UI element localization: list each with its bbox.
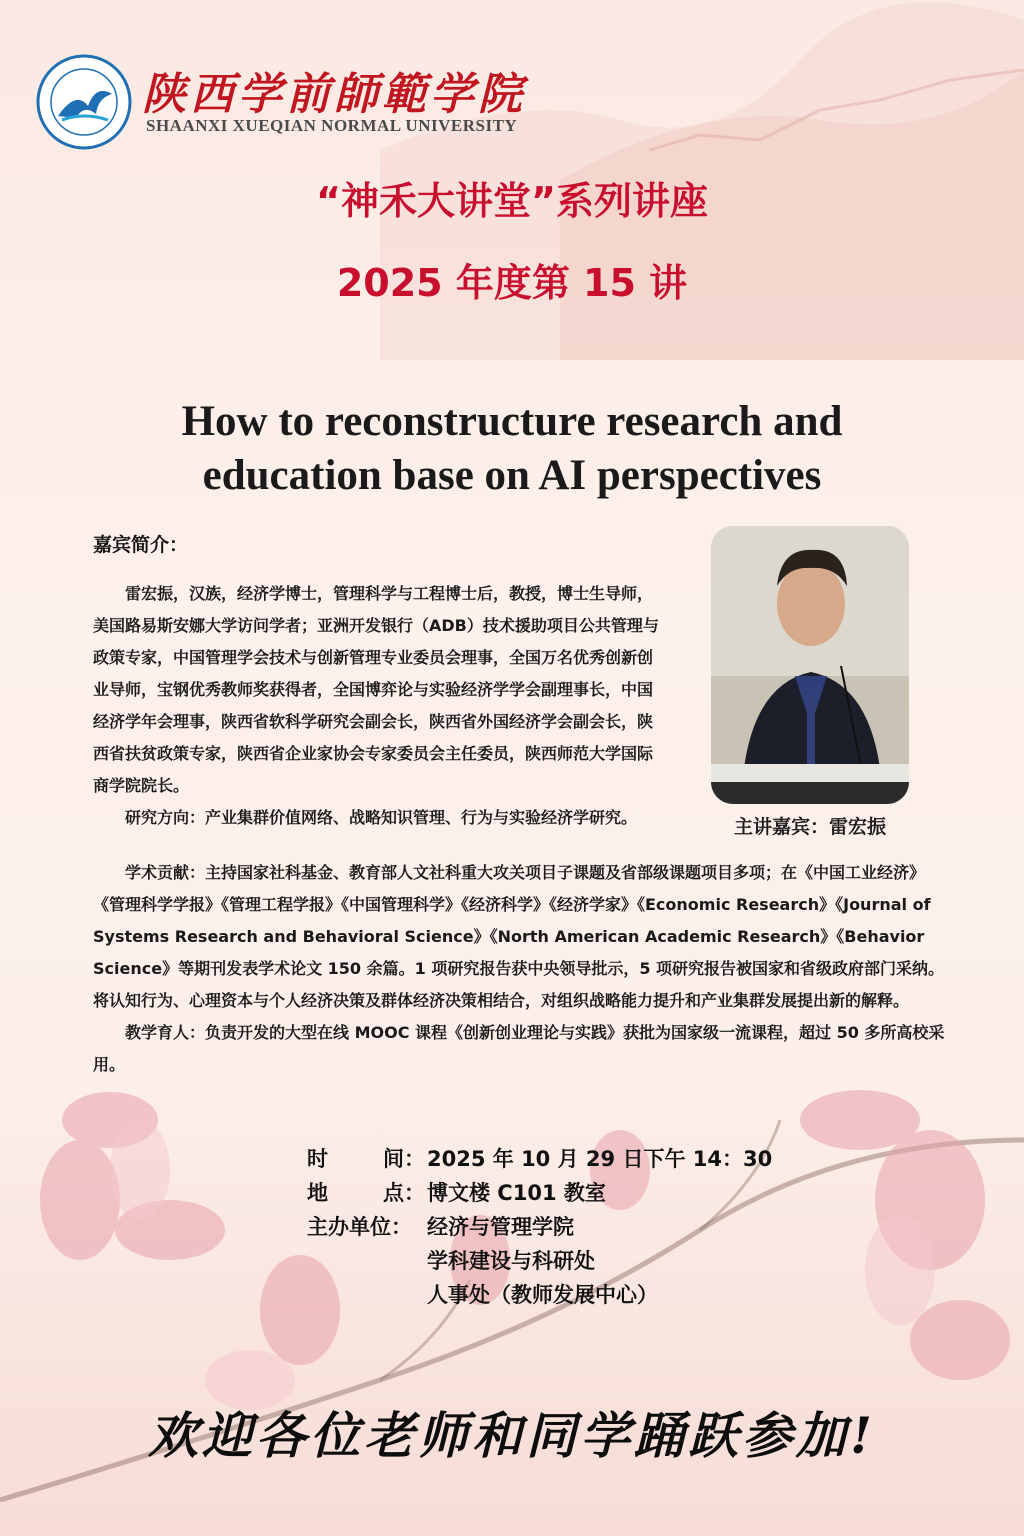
intro-heading: 嘉宾简介： — [93, 534, 189, 556]
event-organizer-label: 主办单位： — [307, 1215, 412, 1239]
event-info — [307, 1142, 772, 1312]
bio-paragraph: 雷宏振，汉族，经济学博士，管理科学与工程博士后，教授，博士生导师，美国路易斯安娜大学访问学者；亚洲开发银行（ADB）技术援助项目公共管理与政策专家，中国管理学会技术与创新管理专业委员会理事，全国万名优秀创新创业导师，宝钢优秀教师奖获得者，全国博弈论与实验经济学学会副理事长，中国经济学年会理事，陕西省软科学研究会副会长，陕西省外国经济学会副会长，陕西省扶贫政策专家，陕西省企业家协会专家委员会主任委员，陕西师范大学国际商学院院长。 — [93, 584, 659, 795]
welcome-slogan: 欢迎各位老师和同学踊跃参加! — [148, 1406, 876, 1465]
university-name-en: SHAANXI XUEQIAN NORMAL UNIVERSITY — [146, 116, 518, 135]
university-name-cn: 陕西学前師範学院 — [142, 69, 526, 120]
research-paragraph: 研究方向：产业集群价值网络、战略知识管理、行为与实验经济学研究。 — [125, 808, 638, 827]
organizer-item: 学科建设与科研处 — [427, 1249, 595, 1273]
talk-title — [0, 395, 1024, 503]
organizer-item: 经济与管理学院 — [427, 1215, 574, 1239]
event-time-row — [307, 1142, 772, 1176]
event-place-label: 地 点： — [307, 1181, 425, 1205]
series-subtitle: 2025 年度第 15 讲 — [336, 261, 688, 305]
event-time-value: 2025 年 10 月 29 日下午 14：30 — [427, 1147, 773, 1171]
organizer-item: 人事处（教师发展中心） — [427, 1283, 658, 1307]
series-title: “神禾大讲堂”系列讲座 — [316, 179, 708, 223]
academic-paragraph: 学术贡献：主持国家社科基金、教育部人文社科重大攻关项目子课题及省部级课题项目多项；在《中国工业经济》《管理科学学报》《管理工程学报》《中国管理科学》《经济科学》《经济学家》《Economic Research》《Journal of Systems Research and Behavioral Science》《North American Academic Research》《Behavior Science》等期刊发表学术论文 150 余篇。1 项研究报告获中央领导批示，5 项研究报告被国家和省级政府部门采纳。将认知行为、心理资本与个人经济决策及群体经济决策相结合，对组织战略能力提升和产业集群发展提出新的解释。 — [93, 863, 945, 1010]
university-seal-icon — [36, 54, 132, 150]
bio-full-width — [93, 857, 947, 1081]
event-organizer-row — [307, 1210, 772, 1244]
bio-column — [93, 578, 663, 834]
event-place-row — [307, 1176, 772, 1210]
talk-title-line-1: How to reconstructure research and — [181, 398, 843, 445]
speaker-photo — [711, 526, 909, 804]
talk-title-line-2: education base on AI perspectives — [202, 452, 822, 499]
event-place-value: 博文楼 C101 教室 — [427, 1181, 606, 1205]
teaching-paragraph: 教学育人：负责开发的大型在线 MOOC 课程《创新创业理论与实践》获批为国家级一流课程，超过 50 多所高校采用。 — [93, 1023, 945, 1074]
speaker-caption: 主讲嘉宾：雷宏振 — [733, 816, 886, 838]
event-time-label: 时 间： — [307, 1147, 425, 1171]
